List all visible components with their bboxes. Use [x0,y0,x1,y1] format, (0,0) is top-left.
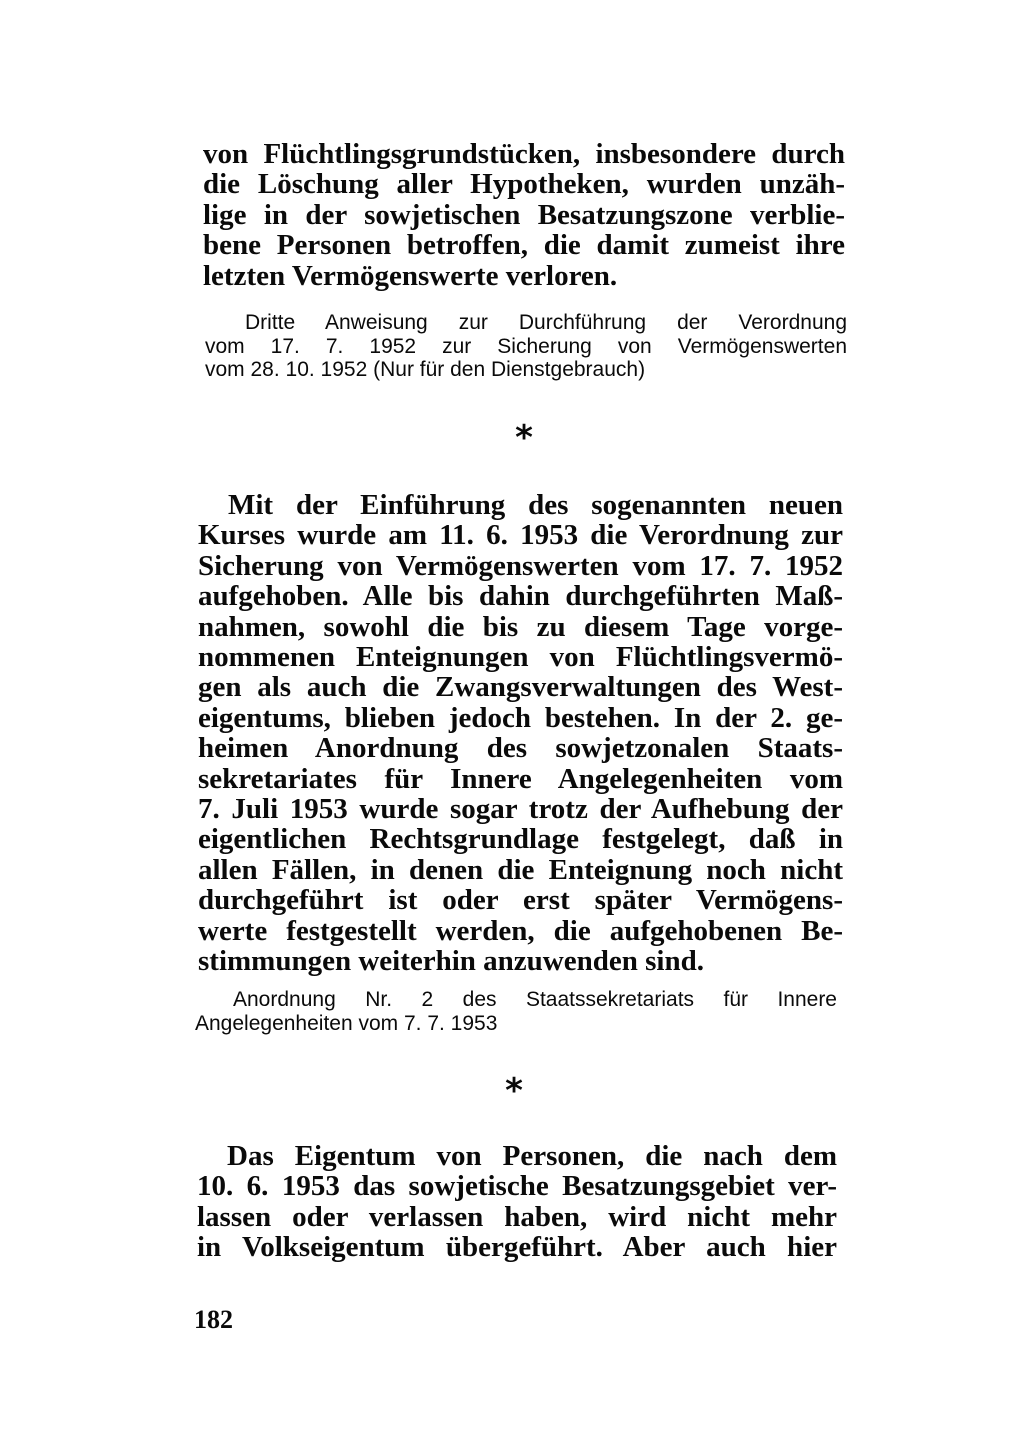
text-line: sekretariates für Innere Angelegenheiten vom [198,762,843,795]
text-line: 10. 6. 1953 das sowjetische Besatzungsgebiet ver- [197,1170,837,1203]
text-line: von Flüchtlingsgrundstücken, insbesondere durch [203,138,845,170]
text-line: eigentlichen Rechtsgrundlage festgelegt, daß in [198,823,843,856]
text-line: in Volkseigentum übergeführt. Aber auch hier [197,1231,837,1264]
citation-line: Angelegenheiten vom 7. 7. 1953 [195,1011,498,1035]
text-line: eigentums, blieben jedoch bestehen. In der 2. ge- [198,701,843,734]
text-line: lassen oder verlassen haben, wird nicht mehr [197,1200,837,1233]
text-line: nahmen, sowohl die bis zu diesem Tage vorge- [198,610,843,643]
paragraph-continuation [203,139,845,291]
citation-line: Anordnung Nr. 2 des Staatssekretariats für Innere [233,988,837,1011]
text-line: 7. Juli 1953 wurde sogar trotz der Aufhebung der [198,793,843,826]
text-line: die Löschung aller Hypotheken, wurden unzäh- [203,168,845,201]
citation-line: Dritte Anweisung zur Durchführung der Verordnung [245,311,847,334]
citation-line: vom 28. 10. 1952 (Nur für den Dienstgebrauch) [205,358,646,381]
text-line: allen Fällen, in denen die Enteignung noch nicht [198,853,843,886]
citation-line: vom 17. 7. 1952 zur Sicherung von Vermögenswerten [205,334,847,358]
citation-source-1 [205,311,847,382]
text-line: Mit der Einführung des sogenannten neuen [228,489,843,521]
text-line: heimen Anordnung des sowjetzonalen Staats- [198,732,843,765]
text-line: letzten Vermögenswerte verloren. [203,259,618,292]
text-line: Das Eigentum von Personen, die nach dem [227,1140,837,1172]
text-line: bene Personen betroffen, die damit zumeist ihre [203,229,845,262]
text-line: Sicherung von Vermögenswerten vom 17. 7. 1952 [198,549,843,582]
text-line: aufgehoben. Alle bis dahin durchgeführten Maß- [198,580,843,613]
section-separator-asterisk: * [515,418,533,458]
text-line: nommenen Enteignungen von Flüchtlingsvermö- [198,641,843,674]
text-line: lige in der sowjetischen Besatzungszone verblie- [203,198,845,231]
text-line: gen als auch die Zwangsverwaltungen des West- [198,671,843,704]
paragraph-new-course [198,490,843,977]
paragraph-property-1953 [197,1141,837,1263]
text-line: stimmungen weiterhin anzuwenden sind. [198,945,704,978]
page-number: 182 [194,1305,233,1334]
citation-source-2 [195,988,837,1035]
text-line: durchgeführt ist oder erst später Vermögens- [198,884,843,917]
section-separator-asterisk: * [505,1071,523,1111]
text-line: Kurses wurde am 11. 6. 1953 die Verordnung zur [198,519,843,552]
text-line: werte festgestellt werden, die aufgehobenen Be- [198,914,843,947]
